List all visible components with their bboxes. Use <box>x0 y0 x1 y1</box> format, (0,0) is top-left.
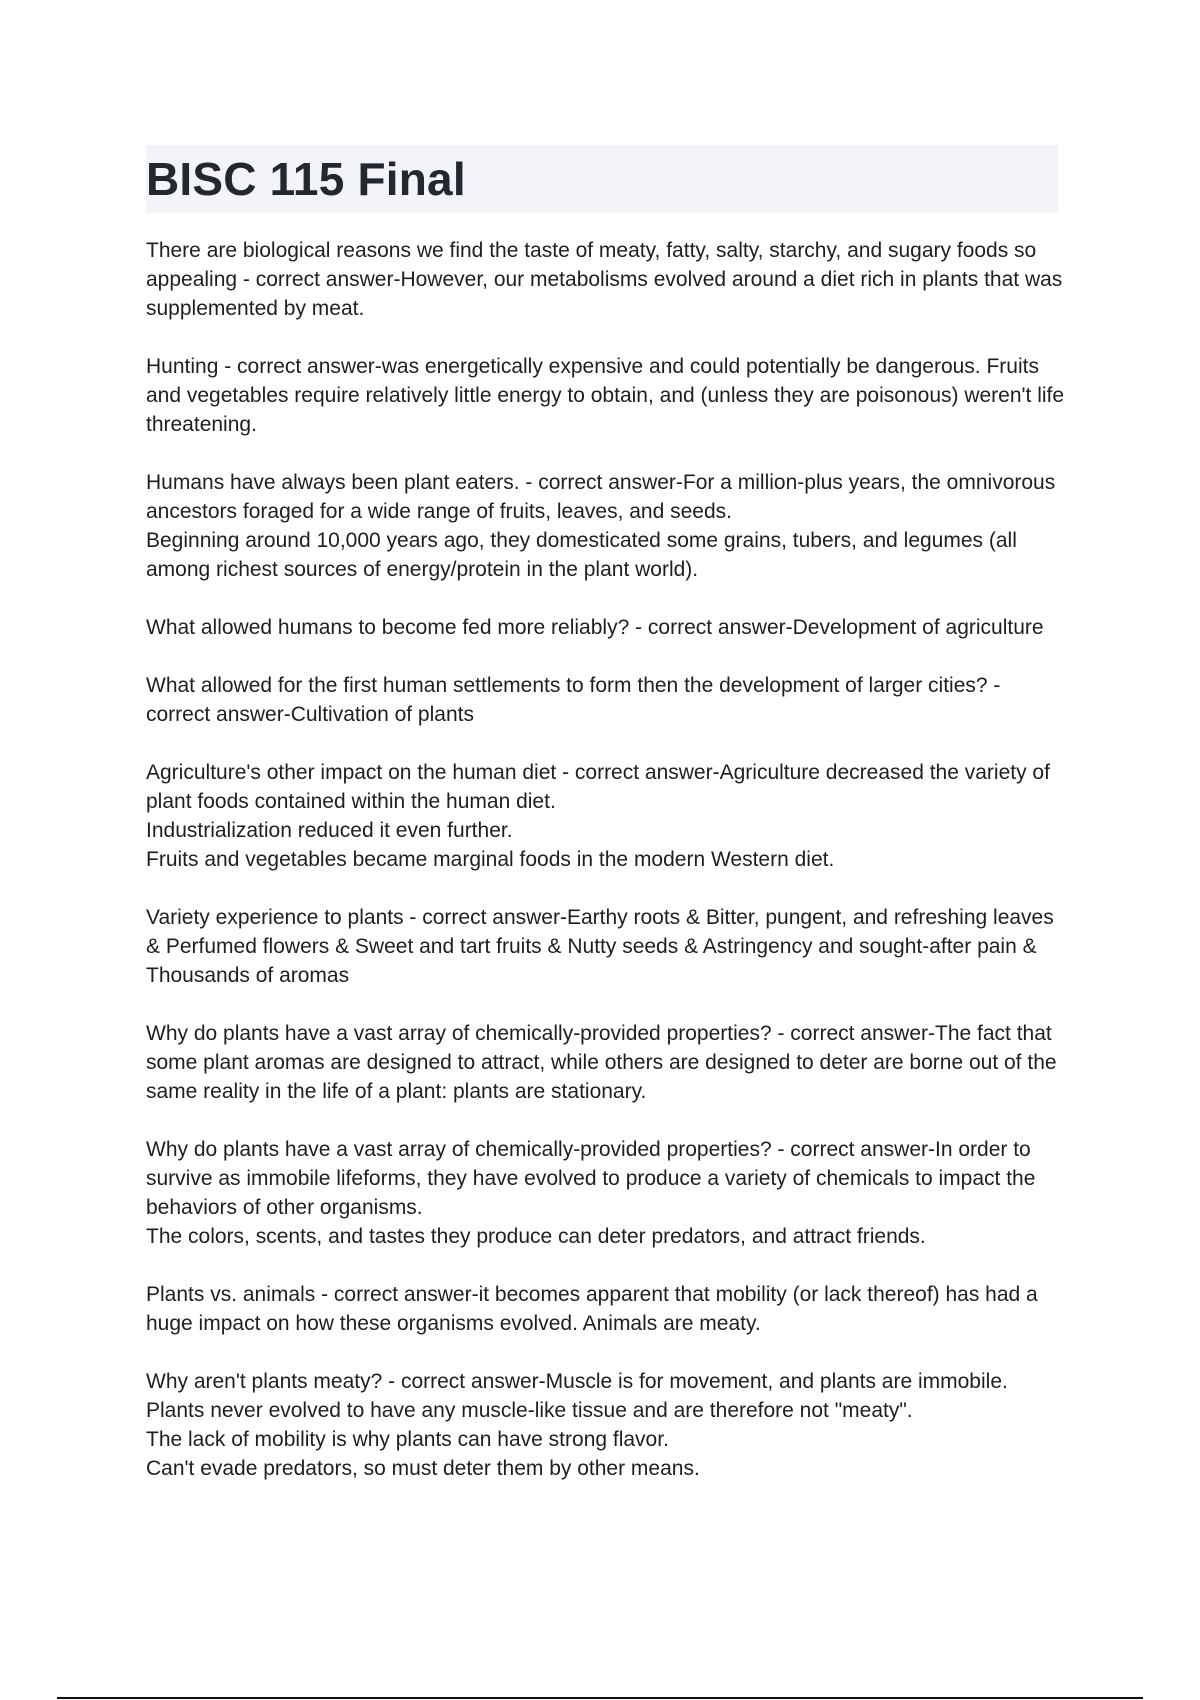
qa-text: Why do plants have a vast array of chemically-provided properties? - correct answer-In order to survive as immobile lifeforms, they have evolved to produce a variety of chemicals to impact the behaviors of other organisms. <box>146 1138 1036 1219</box>
document-body <box>146 236 1066 1512</box>
qa-text: Variety experience to plants - correct answer-Earthy roots & Bitter, pungent, and refreshing leaves & Perfumed flowers & Sweet and tart fruits & Nutty seeds & Astringency and sought-after pain & Thousands of aromas <box>146 906 1054 987</box>
qa-entry <box>146 758 1066 874</box>
qa-entry <box>146 1280 1066 1338</box>
qa-text: The lack of mobility is why plants can have strong flavor. <box>146 1428 669 1451</box>
qa-entry <box>146 468 1066 584</box>
title-banner <box>146 145 1058 213</box>
qa-text: Why do plants have a vast array of chemically-provided properties? - correct answer-The fact that some plant aromas are designed to attract, while others are designed to deter are borne out of the same reality in the life of a plant: plants are stationary. <box>146 1022 1057 1103</box>
qa-entry <box>146 236 1066 323</box>
page-title: BISC 115 Final <box>146 153 466 205</box>
qa-text: There are biological reasons we find the taste of meaty, fatty, salty, starchy, and sugary foods so appealing - correct answer-However, our metabolisms evolved around a diet rich in plants that was supplemented by meat. <box>146 239 1063 320</box>
qa-text: Hunting - correct answer-was energetically expensive and could potentially be dangerous. Fruits and vegetables require relatively little energy to obtain, and (unless they are poisonous) weren't life threatening. <box>146 355 1065 436</box>
qa-entry <box>146 1367 1066 1483</box>
qa-text: Fruits and vegetables became marginal foods in the modern Western diet. <box>146 848 835 871</box>
qa-entry <box>146 903 1066 990</box>
qa-entry <box>146 613 1066 642</box>
qa-text: The colors, scents, and tastes they produce can deter predators, and attract friends. <box>146 1225 926 1248</box>
qa-entry <box>146 1135 1066 1251</box>
qa-entry <box>146 352 1066 439</box>
qa-text: Beginning around 10,000 years ago, they domesticated some grains, tubers, and legumes (all among richest sources of energy/protein in the plant world). <box>146 529 1017 581</box>
qa-text: Humans have always been plant eaters. - correct answer-For a million-plus years, the omnivorous ancestors foraged for a wide range of fruits, leaves, and seeds. <box>146 471 1056 523</box>
qa-text: Why aren't plants meaty? - correct answer-Muscle is for movement, and plants are immobile. Plants never evolved to have any muscle-like tissue and are therefore not "meaty". <box>146 1370 1008 1422</box>
qa-entry <box>146 1019 1066 1106</box>
qa-text: Industrialization reduced it even further. <box>146 819 513 842</box>
qa-entry <box>146 671 1066 729</box>
page-bottom-divider <box>57 1697 1143 1699</box>
qa-text: What allowed for the first human settlements to form then the development of larger cities? - correct answer-Cultivation of plants <box>146 674 1001 726</box>
qa-text: What allowed humans to become fed more reliably? - correct answer-Development of agriculture <box>146 616 1044 639</box>
qa-text: Plants vs. animals - correct answer-it becomes apparent that mobility (or lack thereof) has had a huge impact on how these organisms evolved. Animals are meaty. <box>146 1283 1038 1335</box>
qa-text: Agriculture's other impact on the human diet - correct answer-Agriculture decreased the variety of plant foods contained within the human diet. <box>146 761 1050 813</box>
qa-text: Can't evade predators, so must deter them by other means. <box>146 1457 700 1480</box>
